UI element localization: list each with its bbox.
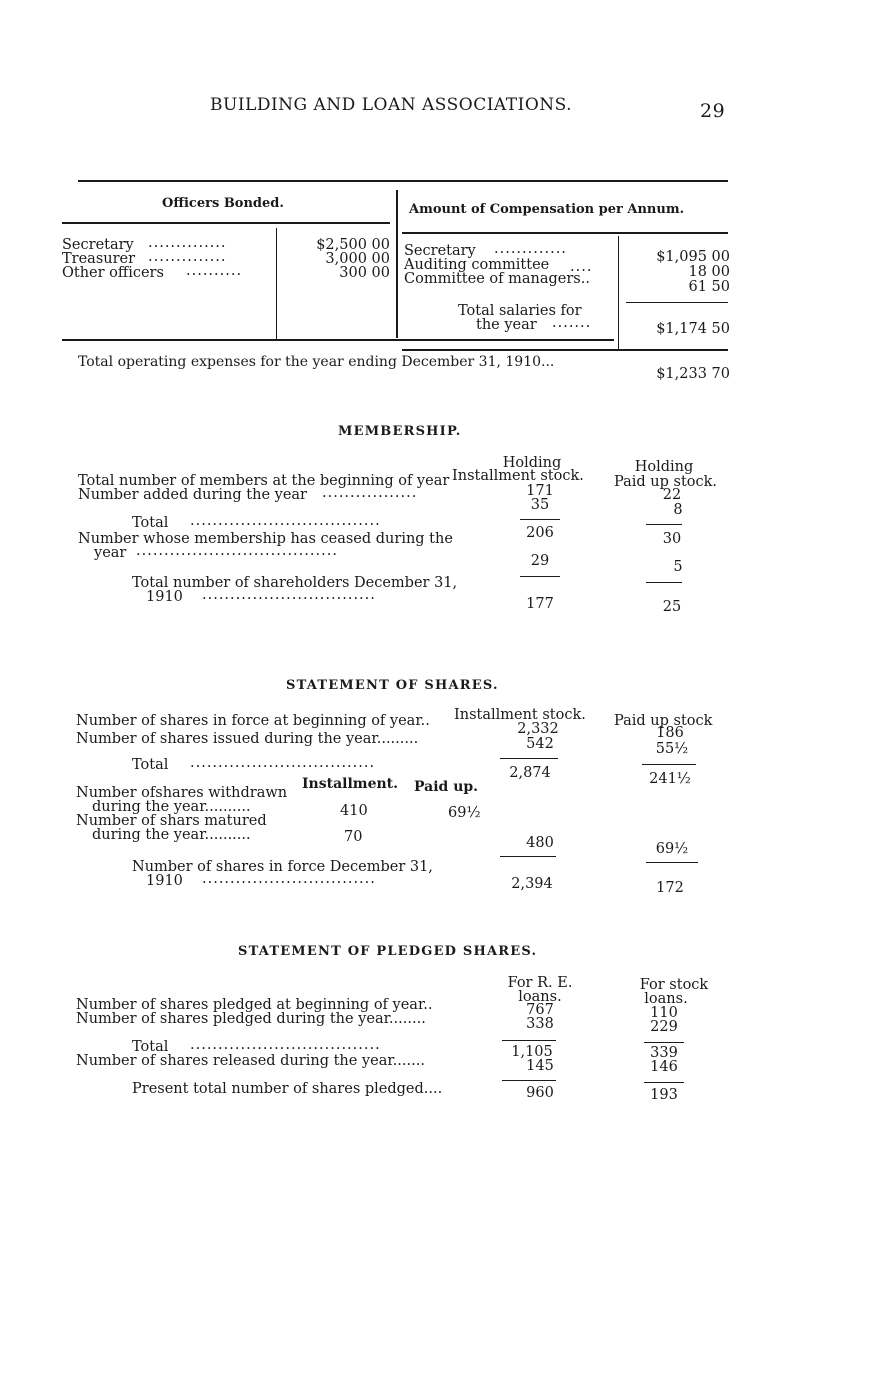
pledged-shares-heading: STATEMENT OF PLEDGED SHARES.: [238, 944, 538, 959]
cell-value: 480: [526, 835, 554, 851]
sub-header-installment: Installment.: [302, 776, 399, 792]
row-label: year: [94, 545, 127, 561]
cell-value: 8: [673, 502, 683, 518]
compensation-label: Auditing committee: [404, 257, 550, 273]
cell-value: 206: [526, 525, 554, 541]
officer-label: Secretary: [62, 237, 134, 253]
col-header: Paid up stock: [614, 713, 713, 729]
cell-value: 229: [650, 1019, 678, 1035]
row-label: Number of shares in force at beginning of year..: [76, 713, 430, 729]
compensation-amount: 61 50: [688, 279, 730, 295]
row-label: Number whose membership has ceased during the: [78, 531, 453, 547]
row-label: 1910: [146, 589, 183, 605]
cell-value: 55½: [655, 741, 689, 757]
col-header: For R. E.: [507, 975, 573, 991]
row-label: Present total number of shares pledged....: [132, 1081, 443, 1097]
compensation-amount: 18 00: [688, 264, 730, 280]
operating-expenses-amount: $1,233 70: [656, 366, 730, 382]
col-header: Installment stock.: [454, 707, 586, 723]
cell-value: 339: [650, 1045, 678, 1061]
operating-expenses-label: Total operating expenses for the year ending December 31, 1910...: [78, 354, 555, 370]
row-label: Number added during the year: [78, 487, 307, 503]
row-label: 1910: [146, 873, 183, 889]
cell-value: 146: [650, 1059, 678, 1075]
cell-value: 171: [526, 483, 554, 499]
row-label: Number ofshares withdrawn: [76, 785, 288, 801]
cell-value: 110: [650, 1005, 678, 1021]
cell-value: 177: [526, 596, 554, 612]
col-header: For stock: [639, 977, 709, 993]
row-label: Total: [132, 515, 169, 531]
officer-amount: 3,000 00: [325, 251, 390, 267]
officers-amount-divider: [276, 228, 277, 340]
row-label: Number of shars matured: [76, 813, 267, 829]
officers-bottom-rule: [62, 339, 614, 341]
total-salaries-label: Total salaries for: [458, 303, 582, 319]
cell-value: 241½: [649, 771, 691, 787]
cell-value: 410: [340, 803, 368, 819]
cell-value: 5: [673, 559, 683, 575]
col-header: loans.: [518, 989, 562, 1005]
compensation-heading: Amount of Compensation per Annum.: [409, 202, 685, 217]
total-salaries-amount: $1,174 50: [656, 321, 730, 337]
cell-value: 29: [530, 553, 550, 569]
table-top-rule: [78, 180, 728, 182]
cell-value: 145: [526, 1058, 554, 1074]
row-label: during the year..........: [92, 827, 251, 843]
cell-value: 186: [656, 725, 684, 741]
cell-value: 69½: [655, 841, 689, 857]
row-label: during the year..........: [92, 799, 251, 815]
cell-value: 2,874: [509, 765, 551, 781]
officer-label: Treasurer: [62, 251, 136, 267]
cell-value: 25: [662, 599, 682, 615]
row-label: Number of shares pledged at beginning of year..: [76, 997, 433, 1013]
compensation-header-rule: [402, 232, 728, 234]
page-title: BUILDING AND LOAN ASSOCIATIONS.: [210, 95, 573, 115]
table-center-divider: [396, 190, 398, 338]
officer-amount: 300 00: [339, 265, 390, 281]
compensation-amount-divider: [618, 236, 619, 350]
cell-value: 30: [662, 531, 682, 547]
cell-value: 767: [526, 1002, 554, 1018]
cell-value: 338: [526, 1016, 554, 1032]
cell-value: 1,105: [511, 1044, 553, 1060]
officer-label: Other officers: [62, 265, 164, 281]
compensation-bottom-rule: [402, 349, 728, 351]
cell-value: 22: [662, 487, 682, 503]
col-header: Holding: [502, 455, 562, 471]
cell-value: 2,394: [511, 876, 553, 892]
col-header: loans.: [644, 991, 688, 1007]
row-label: Total number of shareholders December 31,: [132, 575, 458, 591]
sub-header-paid-up: Paid up.: [414, 779, 479, 795]
officers-header-rule: [62, 222, 390, 224]
cell-value: 542: [526, 736, 554, 752]
officer-amount: $2,500 00: [316, 237, 390, 253]
col-header: Holding: [634, 459, 694, 475]
compensation-label: Committee of managers..: [404, 271, 590, 287]
compensation-label: Secretary: [404, 243, 476, 259]
row-label: Number of shares pledged during the year........: [76, 1011, 426, 1027]
cell-value: 70: [344, 829, 363, 845]
cell-value: 960: [526, 1085, 554, 1101]
shares-heading: STATEMENT OF SHARES.: [286, 678, 499, 693]
cell-value: 2,332: [517, 721, 559, 737]
cell-value: 69½: [448, 805, 481, 821]
col-header: Installment stock.: [452, 468, 584, 484]
cell-value: 35: [530, 497, 550, 513]
row-label: Total: [132, 1039, 169, 1055]
total-salaries-label: the year: [476, 317, 537, 333]
row-label: Total: [132, 757, 169, 773]
compensation-amount: $1,095 00: [656, 249, 730, 265]
page-number: 29: [700, 100, 726, 122]
compensation-sum-rule: [626, 302, 728, 303]
cell-value: 193: [650, 1087, 678, 1103]
row-label: Number of shares released during the year.......: [76, 1053, 425, 1069]
membership-heading: MEMBERSHIP.: [338, 424, 462, 439]
cell-value: 172: [656, 880, 684, 896]
row-label: Number of shares in force December 31,: [132, 859, 433, 875]
row-label: Total number of members at the beginning of year: [78, 473, 450, 489]
col-header: Paid up stock.: [614, 474, 718, 490]
row-label: Number of shares issued during the year.........: [76, 731, 419, 747]
officers-bonded-heading: Officers Bonded.: [162, 196, 284, 211]
